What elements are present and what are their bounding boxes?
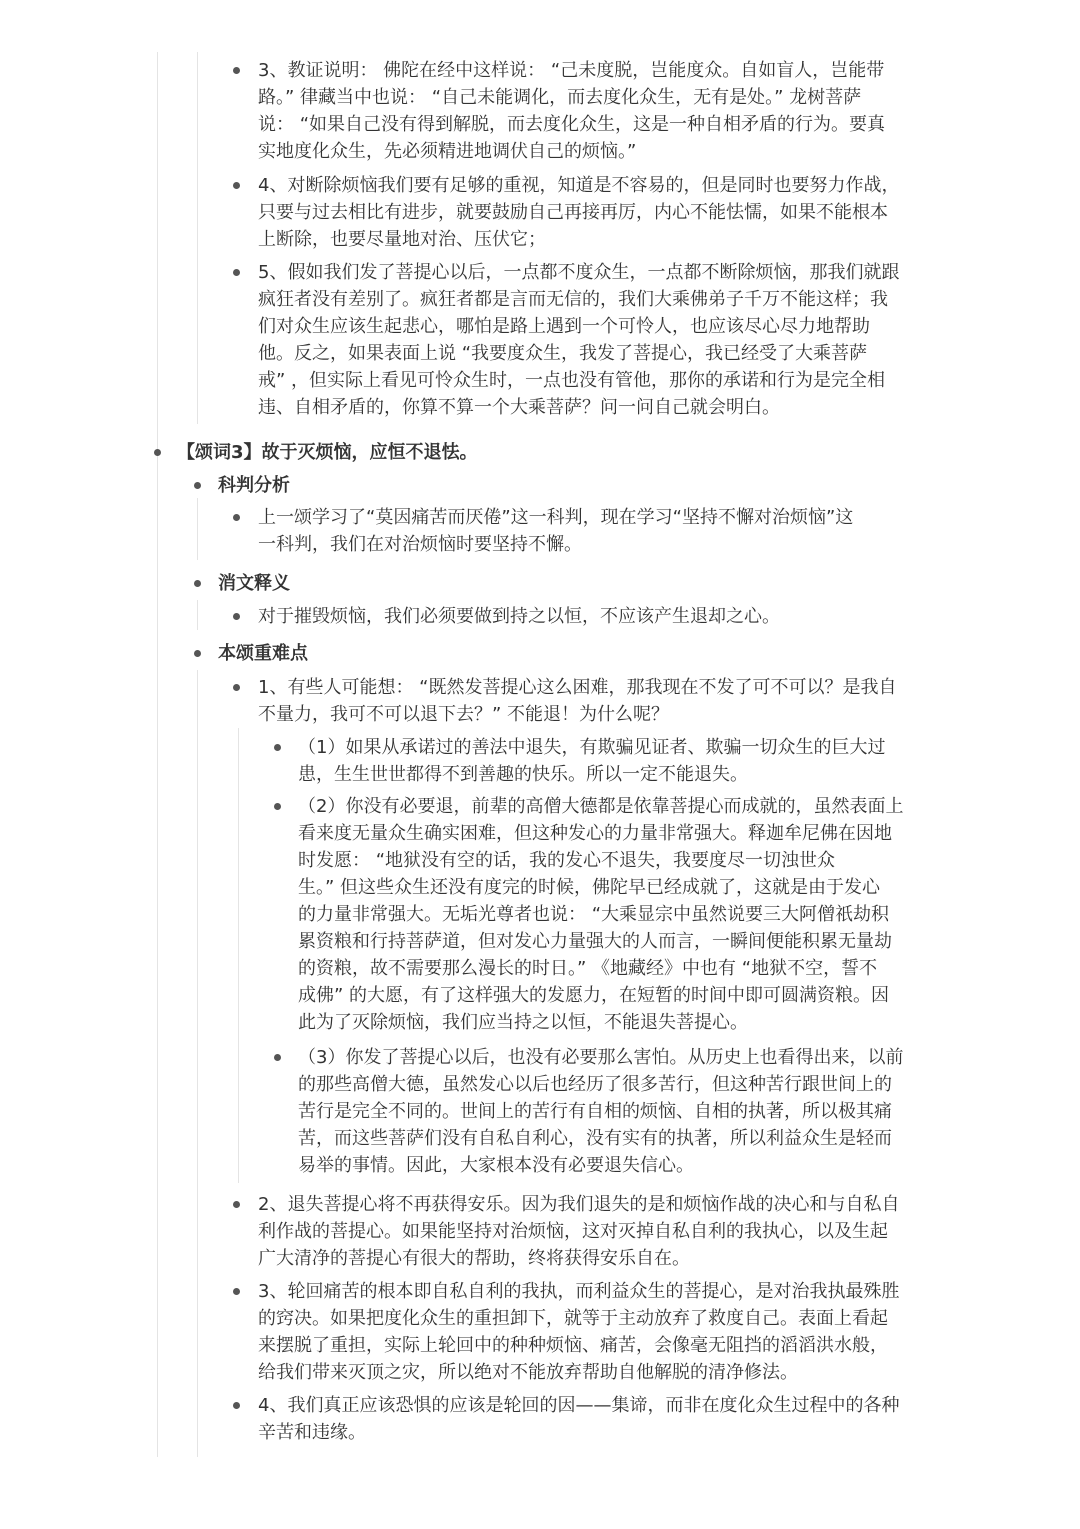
bullet-dot [274, 803, 281, 810]
outline-guide-level3 [238, 728, 239, 1183]
list-item: 5、假如我们发了菩提心以后，一点都不度众生，一点都不断除烦恼，那我们就跟 疯狂者没有差别了。疯狂者都是言而无信的，我们大乘佛弟子千万不能这样；我 们对众生应该生起悲心，哪怕是路上遇到一个可怜人，也应该尽心尽力地帮助 他。反之，如果表面上说 “我要度众生，我发了菩提心，我已经受了大乘菩萨 戒” ，但实际上看见可怜众生时，一点也没有管他，那你的承诺和行为是完全相 违、自相矛盾的，你算不算一个大乘菩萨？问一问自己就会明白。 [258, 259, 899, 421]
section-heading-explanation: 消文释义 [218, 570, 290, 597]
outline-guide-level2 [197, 600, 198, 630]
bullet-dot [233, 1288, 240, 1295]
bullet-dot [274, 1054, 281, 1061]
list-item: 3、教证说明： 佛陀在经中这样说： “己未度脱，岂能度众。自如盲人，岂能带 路。” 律藏当中也说： “自己未能调化，而去度化众生，无有是处。” 龙树菩萨 说： “如果自己没有得到解脱，而去度化众生，这是一种自相矛盾的行为。要真 实地度化众生，先必须精进地调伏自己的烦恼。” [258, 57, 885, 165]
bullet-dot [274, 744, 281, 751]
outline-guide-level1 [157, 52, 158, 1457]
bullet-dot [233, 1402, 240, 1409]
outline-guide-level2 [197, 670, 198, 1457]
verse-title: 【颂词3】故于灭烦恼，应恒不退怯。 [177, 439, 478, 466]
bullet-dot [233, 684, 240, 691]
list-item: 2、退失菩提心将不再获得安乐。因为我们退失的是和烦恼作战的决心和与自私自 利作战的菩提心。如果能坚持对治烦恼，这对灭掉自私自利的我执心，以及生起 广大清净的菩提心有很大的帮助，终将获得安乐自在。 [258, 1191, 899, 1272]
list-item: 对于摧毁烦恼，我们必须要做到持之以恒，不应该产生退却之心。 [258, 603, 780, 630]
bullet-dot [233, 269, 240, 276]
list-item: 3、轮回痛苦的根本即自私自利的我执，而利益众生的菩提心，是对治我执最殊胜 的窍决。如果把度化众生的重担卸下，就等于主动放弃了救度自己。表面上看起 来摆脱了重担，实际上轮回中的种种烦恼、痛苦，会像毫无阻挡的滔滔洪水般， 给我们带来灭顶之灾，所以绝对不能放弃帮助自他解脱的清净修法。 [258, 1278, 899, 1386]
bullet-dot [233, 182, 240, 189]
bullet-dot [154, 449, 161, 456]
section-heading-analysis: 科判分析 [218, 472, 290, 499]
outline-guide-level2 [197, 498, 198, 560]
bullet-dot [194, 650, 201, 657]
bullet-dot [233, 1201, 240, 1208]
outline-guide-level2 [197, 52, 198, 424]
bullet-dot [194, 482, 201, 489]
list-item: 4、我们真正应该恐惧的应该是轮回的因——集谛，而非在度化众生过程中的各种 辛苦和违缘。 [258, 1392, 899, 1446]
section-heading-key-points: 本颂重难点 [218, 640, 308, 667]
list-item: 上一颂学习了“莫因痛苦而厌倦”这一科判，现在学习“坚持不懈对治烦恼”这 一科判，我们在对治烦恼时要坚持不懈。 [258, 504, 853, 558]
sub-list-item: （3）你发了菩提心以后，也没有必要那么害怕。从历史上也看得出来，以前 的那些高僧大德，虽然发心以后也经历了很多苦行，但这种苦行跟世间上的 苦行是完全不同的。世间上的苦行有自相的烦恼、自相的执著，所以极其痛 苦，而这些菩萨们没有自私自利心，没有实有的执著，所以利益众生是轻而 易举的事情。因此，大家根本没有必要退失信心。 [298, 1044, 903, 1179]
bullet-dot [233, 514, 240, 521]
sub-list-item: （1）如果从承诺过的善法中退失，有欺骗见证者、欺骗一切众生的巨大过 患，生生世世都得不到善趣的快乐。所以一定不能退失。 [298, 734, 885, 788]
list-item: 1、有些人可能想： “既然发菩提心这么困难，那我现在不发了可不可以？是我自 不量力，我可不可以退下去？” 不能退！为什么呢？ [258, 674, 897, 728]
list-item: 4、对断除烦恼我们要有足够的重视，知道是不容易的，但是同时也要努力作战， 只要与过去相比有进步，就要鼓励自己再接再厉，内心不能怯懦，如果不能根本 上断除，也要尽量地对治、压伏它； [258, 172, 899, 253]
bullet-dot [194, 580, 201, 587]
bullet-dot [233, 67, 240, 74]
sub-list-item: （2）你没有必要退，前辈的高僧大德都是依靠菩提心而成就的，虽然表面上 看来度无量众生确实困难，但这种发心的力量非常强大。释迦牟尼佛在因地 时发愿： “地狱没有空的话，我的发心不退失，我要度尽一切浊世众 生。” 但这些众生还没有度完的时候，佛陀早已经成就了，这就是由于发心 的力量非常强大。无垢光尊者也说： “大乘显宗中虽然说要三大阿僧祇劫积 累资粮和行持菩萨道，但对发心力量强大的人而言，一瞬间便能积累无量劫 的资粮，故不需要那么漫长的时日。” 《地藏经》中也有 “地狱不空，誓不 成佛” 的大愿，有了这样强大的发愿力，在短暂的时间中即可圆满资粮。因 此为了灭除烦恼，我们应当持之以恒，不能退失菩提心。 [298, 793, 903, 1036]
bullet-dot [233, 613, 240, 620]
